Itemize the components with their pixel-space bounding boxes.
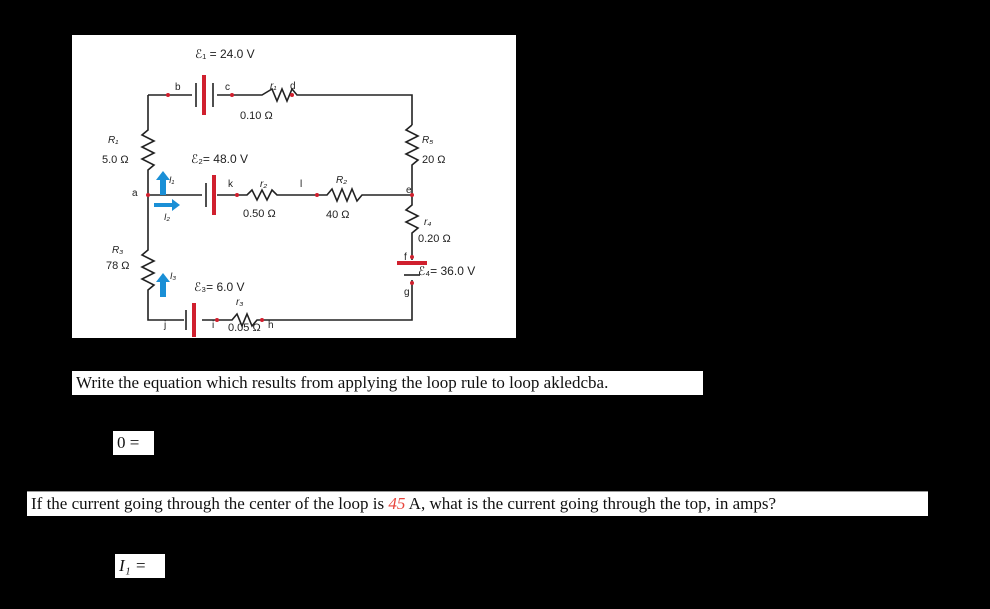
current-i3-label: I₃ [170,271,177,281]
question-current-text-before: If the current going through the center of the loop is [31,494,389,513]
answer-equation-label: 0 = [117,433,140,452]
R3-name: R₃ [112,245,124,256]
r4-name: r₄ [424,217,432,228]
circuit-diagram [72,35,516,338]
emf1-label: ℰ₁ = 24.0 V [195,47,255,61]
svg-text:e: e [406,185,412,196]
R2-value: 40 Ω [326,209,350,221]
question-current-top [27,491,928,516]
current-i1-label: I₁ [169,175,175,185]
R5-value: 20 Ω [422,154,446,166]
battery-emf2 [206,175,214,215]
r4-value: 0.20 Ω [418,233,451,245]
current-i2-label: I₂ [164,212,170,222]
R2-name: R₂ [336,175,348,186]
r3-name: r₃ [236,297,244,308]
question-current-value: 45 [388,494,406,513]
svg-text:b: b [175,82,181,93]
R3-value: 78 Ω [106,260,130,272]
svg-text:a: a [132,188,138,199]
r1-value: 0.10 Ω [240,110,273,122]
battery-emf1 [196,75,213,115]
question-loop-rule: Write the equation which results from applying the loop rule to loop akledcba. [72,371,703,395]
svg-text:l: l [300,179,303,190]
R5-name: R₅ [422,135,434,146]
arrow-i1 [156,171,170,195]
answer-equation-field[interactable] [113,431,154,455]
question-current-text-after: A, what is the current going through the top, in amps? [405,494,777,513]
svg-text:g: g [404,287,410,298]
circuit-wires [142,89,418,326]
svg-text:j: j [164,320,167,331]
current-arrows [154,171,180,297]
svg-text:f: f [404,252,407,263]
r2-name: r₂ [260,179,268,190]
emf2-label: ℰ₂= 48.0 V [191,152,248,166]
r3-value: 0.05 Ω [228,322,261,334]
node-dots [146,93,414,322]
emf4-label: ℰ₄= 36.0 V [418,264,476,278]
svg-text:h: h [268,320,274,331]
answer-current-label: I₁ = [119,556,147,575]
R1-value: 5.0 Ω [102,154,129,166]
arrow-i2 [154,199,180,211]
svg-text:k: k [228,179,233,190]
svg-text:d: d [290,81,296,92]
svg-text:c: c [225,82,230,93]
r1-name: r₁ [270,81,277,92]
answer-current-field[interactable] [115,554,165,578]
emf3-label: ℰ₃= 6.0 V [194,280,245,294]
svg-text:i: i [212,320,215,331]
battery-emf3 [186,303,194,337]
r2-value: 0.50 Ω [243,208,276,220]
circuit-svg [72,35,516,338]
R1-name: R₁ [108,135,119,146]
arrow-i3 [156,273,170,297]
